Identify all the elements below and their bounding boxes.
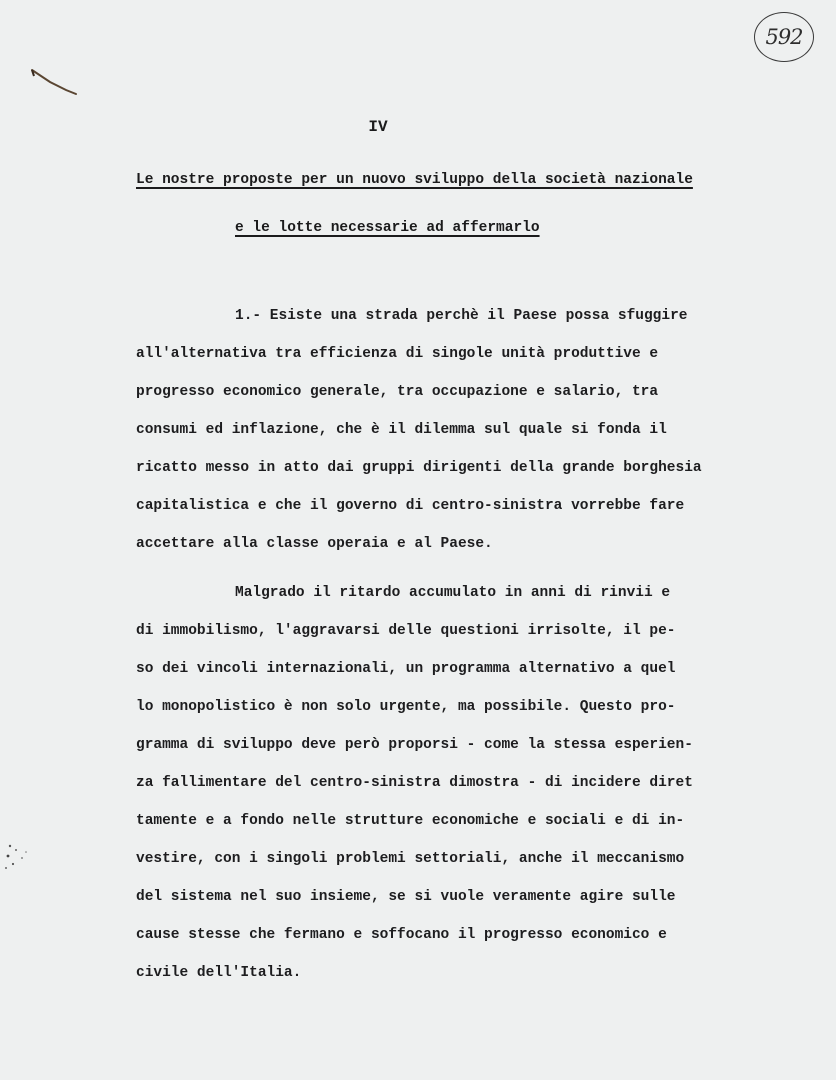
- text-line: progresso economico generale, tra occupazione e salario, tra: [136, 384, 659, 400]
- text-line: accettare alla classe operaia e al Paese.: [136, 536, 493, 552]
- title-line-1: Le nostre proposte per un nuovo sviluppo della società nazionale: [136, 172, 693, 188]
- text-line: vestire, con i singoli problemi settoriali, anche il meccanismo: [136, 851, 685, 867]
- text-line: 1.- Esiste una strada perchè il Paese possa sfuggire: [235, 308, 688, 324]
- text-line: cause stesse che fermano e soffocano il progresso economico e: [136, 927, 667, 943]
- title-line-2: e le lotte necessarie ad affermarlo: [235, 220, 540, 236]
- text-line: za fallimentare del centro-sinistra dimostra - di incidere diret: [136, 775, 693, 791]
- folio-number-stamp: 592: [754, 12, 814, 62]
- text-line: capitalistica e che il governo di centro-sinistra vorrebbe fare: [136, 498, 685, 514]
- ink-mark-icon: [28, 64, 80, 104]
- text-line: ricatto messo in atto dai gruppi dirigenti della grande borghesia: [136, 460, 702, 476]
- text-line: all'alternativa tra efficienza di singole unità produttive e: [136, 346, 659, 362]
- text-line: tamente e a fondo nelle strutture economiche e sociali e di in-: [136, 813, 685, 829]
- text-line: Malgrado il ritardo accumulato in anni di rinvii e: [235, 585, 671, 601]
- text-line: gramma di sviluppo deve però proporsi - come la stessa esperien-: [136, 737, 693, 753]
- text-line: del sistema nel suo insieme, se si vuole veramente agire sulle: [136, 889, 676, 905]
- text-line: so dei vincoli internazionali, un programma alternativo a quel: [136, 661, 676, 677]
- text-line: consumi ed inflazione, che è il dilemma sul quale si fonda il: [136, 422, 667, 438]
- text-line: lo monopolistico è non solo urgente, ma possibile. Questo pro-: [136, 699, 676, 715]
- chapter-numeral: IV: [368, 118, 388, 136]
- text-line: di immobilismo, l'aggravarsi delle questioni irrisolte, il pe-: [136, 623, 676, 639]
- scan-speckles-icon: [2, 838, 36, 878]
- text-line: civile dell'Italia.: [136, 965, 302, 981]
